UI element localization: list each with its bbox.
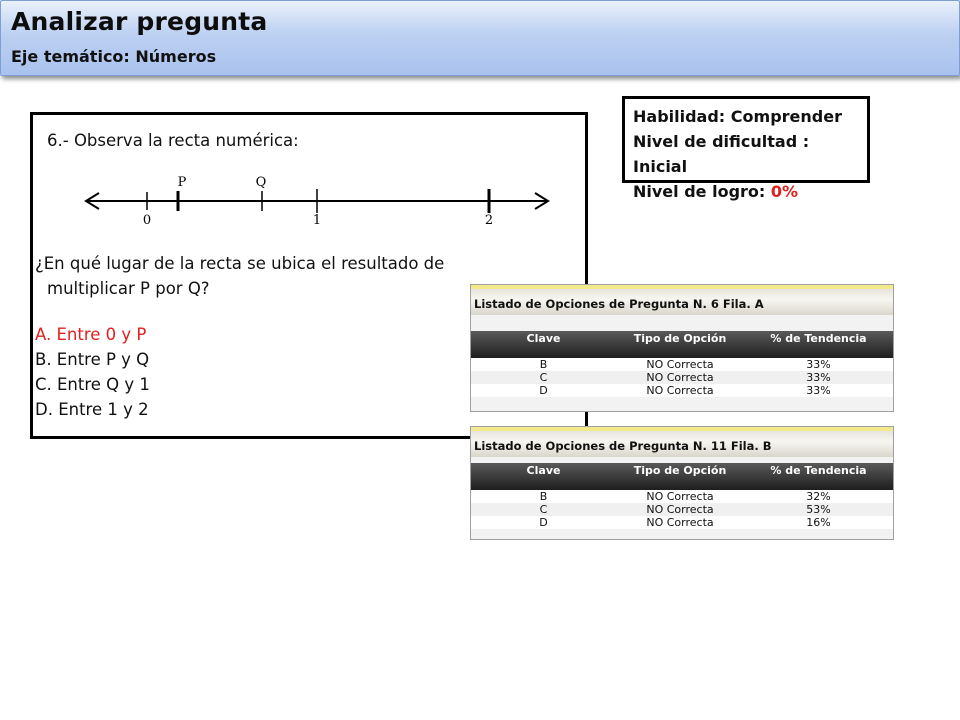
- header-tipo: Tipo de Opción: [633, 332, 727, 345]
- table-header: [471, 331, 893, 358]
- options-table-q11: [470, 426, 894, 540]
- table-row: [471, 503, 893, 516]
- nivel-dificultad-value: Inicial: [633, 157, 688, 176]
- cell-tendencia: 32%: [806, 490, 831, 503]
- option-c: C. Entre Q y 1: [35, 375, 150, 394]
- options-table-q6: [470, 284, 894, 412]
- cell-clave: B: [539, 490, 548, 503]
- label-q: Q: [255, 175, 267, 190]
- cell-clave: D: [539, 516, 548, 529]
- cell-tipo: NO Correcta: [646, 516, 714, 529]
- cell-tipo: NO Correcta: [646, 490, 714, 503]
- habilidad-row: [633, 104, 867, 129]
- option-b: B. Entre P y Q: [35, 350, 150, 369]
- table-footer: [471, 529, 893, 540]
- table-row: [471, 516, 893, 529]
- cell-tipo: NO Correcta: [646, 503, 714, 516]
- nivel-dificultad-label: Nivel de dificultad :: [633, 132, 810, 151]
- header-clave: Clave: [526, 332, 561, 345]
- info-box: [622, 96, 870, 201]
- label-0: 0: [142, 213, 152, 228]
- table-title: Listado de Opciones de Pregunta N. 6 Fila. A: [471, 285, 893, 315]
- cell-clave: C: [539, 371, 548, 384]
- question-intro: 6.- Observa la recta numérica:: [47, 131, 299, 150]
- cell-clave: C: [539, 503, 548, 516]
- cell-tendencia: 53%: [806, 503, 831, 516]
- option-a: A. Entre 0 y P: [35, 325, 147, 344]
- habilidad-label: Habilidad:: [633, 107, 726, 126]
- label-1: 1: [312, 213, 322, 228]
- page-subtitle: Eje temático: Números: [11, 47, 217, 66]
- header-tendencia: % de Tendencia: [770, 464, 867, 477]
- table-footer: [471, 397, 893, 411]
- table-body: [471, 358, 893, 397]
- cell-tendencia: 33%: [806, 384, 831, 397]
- table-header: [471, 463, 893, 490]
- nivel-logro-value: 0%: [770, 182, 799, 201]
- table-row: [471, 358, 893, 371]
- option-d: D. Entre 1 y 2: [35, 400, 149, 419]
- label-2: 2: [484, 213, 494, 228]
- question-text-line1: ¿En qué lugar de la recta se ubica el resultado de: [35, 254, 445, 273]
- table-body: [471, 490, 893, 529]
- page-title: Analizar pregunta: [11, 7, 268, 36]
- answer-options: [35, 322, 150, 422]
- cell-tendencia: 33%: [806, 358, 831, 371]
- table-row: [471, 490, 893, 503]
- header-banner: [0, 0, 960, 76]
- question-text: [35, 251, 444, 301]
- cell-clave: B: [539, 358, 548, 371]
- cell-tendencia: 16%: [806, 516, 831, 529]
- table-row: [471, 371, 893, 384]
- table-title: Listado de Opciones de Pregunta N. 11 Fila. B: [471, 427, 893, 457]
- nivel-logro-label: Nivel de logro:: [633, 182, 766, 201]
- cell-clave: D: [539, 384, 548, 397]
- table-row: [471, 384, 893, 397]
- nivel-dificultad-row: [633, 129, 867, 179]
- header-tipo: Tipo de Opción: [633, 464, 727, 477]
- number-line: [81, 171, 561, 231]
- label-p: P: [177, 175, 187, 190]
- nivel-logro-row: [633, 179, 867, 204]
- question-text-line2: multiplicar P por Q?: [47, 279, 210, 298]
- cell-tendencia: 33%: [806, 371, 831, 384]
- habilidad-value: Comprender: [730, 107, 842, 126]
- cell-tipo: NO Correcta: [646, 358, 714, 371]
- header-clave: Clave: [526, 464, 561, 477]
- header-tendencia: % de Tendencia: [770, 332, 867, 345]
- cell-tipo: NO Correcta: [646, 371, 714, 384]
- cell-tipo: NO Correcta: [646, 384, 714, 397]
